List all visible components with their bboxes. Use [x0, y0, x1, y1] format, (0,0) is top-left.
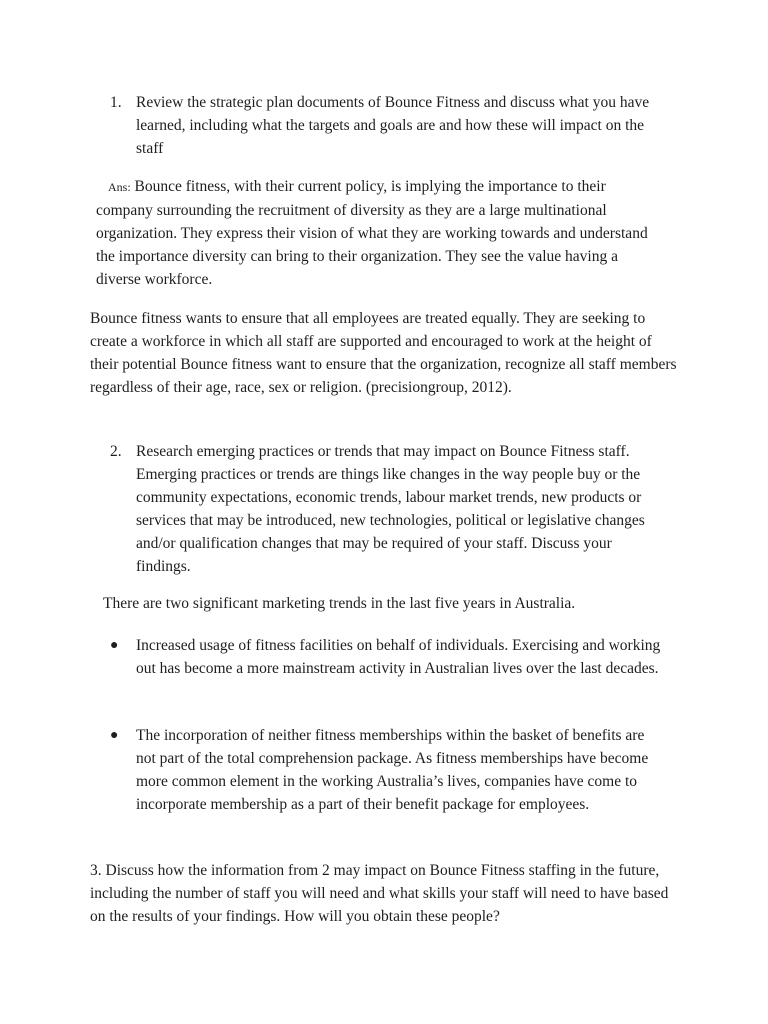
paragraph-diversity: Bounce fitness wants to ensure that all employees are treated equally. They are seeking to create a workforce in which all staff are supported and encouraged to work at the height of their potential Bounce fitness want to ensure that the organization, recognize all staff members regardless of their age, race, sex or religion. (precisiongroup, 2012). — [90, 310, 677, 396]
trends-intro: There are two significant marketing trends in the last five years in Australia. — [103, 595, 576, 612]
answer-1-text: Bounce fitness, with their current policy, is implying the importance to their company surrounding the recruitment of diversity as they are a large multinational organization. They express their vision of what they are working towards and understand the importance diversity can bring to their organization. They see the value having a diverse workforce. — [96, 178, 648, 288]
bullet-icon: ● — [110, 638, 119, 653]
bullet-item-1 — [110, 634, 670, 680]
question-1 — [110, 91, 670, 160]
bullet-item-2 — [110, 724, 650, 816]
question-2-text: Research emerging practices or trends that may impact on Bounce Fitness staff. Emerging practices or trends are things like changes in the way people buy or the community expectations, economic trends, labour market trends, new products or services that may be introduced, new technologies, political or legislative changes and/or qualification changes that may be required of your staff. Discuss your findings. — [136, 443, 645, 575]
bullet-1-text: Increased usage of fitness facilities on behalf of individuals. Exercising and working out has become a more mainstream activity in Australian lives over the last decades. — [136, 637, 661, 677]
question-2 — [110, 440, 670, 578]
question-2-number: 2. — [110, 443, 122, 460]
answer-1 — [96, 175, 666, 291]
answer-label: Ans: — [108, 180, 131, 194]
question-1-number: 1. — [110, 94, 122, 111]
question-3: 3. Discuss how the information from 2 may impact on Bounce Fitness staffing in the future, including the number of staff you will need and what skills your staff will need to have based on the results of your findings. How will you obtain these people? — [90, 862, 669, 925]
question-1-text: Review the strategic plan documents of Bounce Fitness and discuss what you have learned, including what the targets and goals are and how these will impact on the staff — [136, 94, 650, 157]
bullet-icon: ● — [110, 728, 119, 743]
bullet-2-text: The incorporation of neither fitness memberships within the basket of benefits are not part of the total comprehension package. As fitness memberships have become more common element in the working Australia’s lives, companies have come to incorporate membership as a part of their benefit package for employees. — [136, 727, 649, 813]
